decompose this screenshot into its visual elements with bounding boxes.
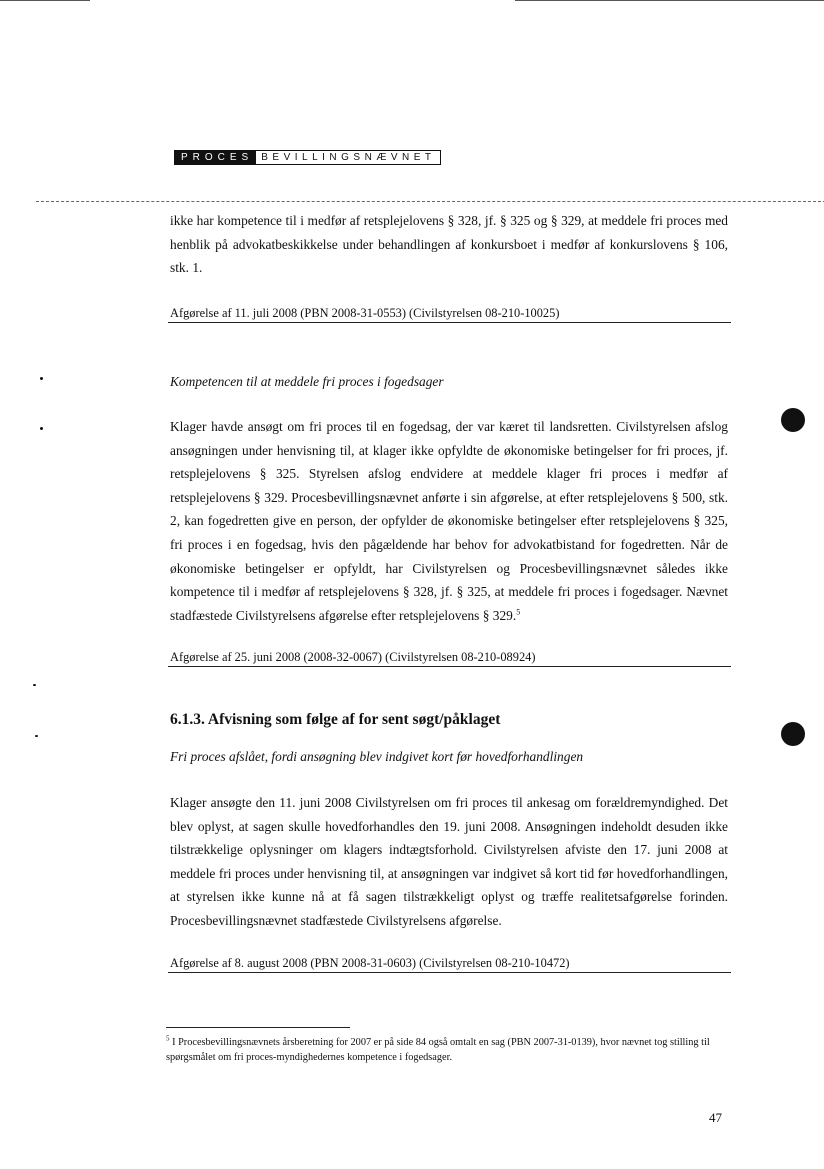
logo-light-part: BEVILLINGSNÆVNET bbox=[255, 150, 440, 165]
footnote bbox=[166, 1035, 731, 1065]
footnote-reference: 5 bbox=[516, 607, 521, 617]
source-rule-2 bbox=[168, 666, 731, 667]
scan-speck bbox=[33, 684, 36, 686]
punch-hole-mark bbox=[781, 722, 805, 746]
scan-speck bbox=[40, 377, 43, 380]
paragraph-2-text: Klager havde ansøgt om fri proces til en fogedsag, der var kæret til landsretten. Civilstyrelsen afslog ansøgningen under henvisning til, at klager ikke opfyldte de økonomiske betingelser for fri proces, jf. retsplejelovens § 325. Styrelsen afslog endvidere at meddele klager fri proces i medfør af retsplejelovens § 329. Procesbevillingsnævnet anførte i sin afgørelse, at efter retsplejelovens § 500, stk. 2, kan fogedretten give en person, der opfylder de økonomiske betingelser efter retsplejelovens § 325, fri proces i en fogedsag, hvis den pågældende har behov for advokatbistand for fogedretten. Når de økonomiske betingelser er opfyldt, har Civilstyrelsen og Procesbevillingsnævnet således ikke kompetence til i medfør af retsplejelovens § 328, jf. § 325, at meddele fri proces i fogedsager. Nævnet stadfæstede Civilstyrelsens afgørelse efter retsplejelovens § 329. bbox=[170, 419, 728, 623]
paragraph-2 bbox=[170, 415, 728, 627]
footnote-number: 5 bbox=[166, 1034, 170, 1043]
footnote-text: I Procesbevillingsnævnets årsberetning for 2007 er på side 84 også omtalt en sag (PBN 2007-31-0139), hvor nævnet tog stilling til spørgsmålet om fri proces-myndighedernes kompetence i fogedsager. bbox=[166, 1037, 710, 1063]
page-number: 47 bbox=[709, 1110, 722, 1125]
header-rule bbox=[36, 201, 824, 202]
decision-source-3: Afgørelse af 8. august 2008 (PBN 2008-31-0603) (Civilstyrelsen 08-210-10472) bbox=[170, 956, 570, 970]
decision-source-1: Afgørelse af 11. juli 2008 (PBN 2008-31-0553) (Civilstyrelsen 08-210-10025) bbox=[170, 306, 560, 320]
header-logo bbox=[174, 150, 441, 165]
logo-dark-part: PROCES bbox=[174, 150, 255, 165]
section-title: 6.1.3. Afvisning som følge af for sent søgt/påklaget bbox=[170, 711, 501, 728]
subheading-kompetence: Kompetencen til at meddele fri proces i fogedsager bbox=[170, 374, 444, 389]
paragraph-3: Klager ansøgte den 11. juni 2008 Civilstyrelsen om fri proces til ankesag om forældremyndighed. Det blev oplyst, at sagen skulle hovedforhandles den 19. juni 2008. Ansøgningen indeholdt desuden ikke tilstrækkelige oplysninger om klagers indtægtsforhold. Civilstyrelsen afviste den 17. juni 2008 at meddele fri proces under henvisning til, at ansøgningen var indgivet så kort tid før hovedforhandlingen, at styrelsen ikke kunne nå at få sagen tilstrækkeligt oplyst og træffe realitetsafgørelse forinden. Procesbevillingsnævnet stadfæstede Civilstyrelsens afgørelse. bbox=[170, 795, 728, 928]
scan-speck bbox=[35, 735, 38, 737]
subheading-afslaaet: Fri proces afslået, fordi ansøgning blev indgivet kort før hovedforhandlingen bbox=[170, 749, 584, 764]
scan-edge-line bbox=[515, 0, 824, 1]
scan-speck bbox=[40, 427, 43, 430]
paragraph-1: ikke har kompetence til i medfør af retsplejelovens § 328, jf. § 325 og § 329, at meddele fri proces med henblik på advokatbeskikkelse under behandlingen af konkursboet i medfør af konkurslovens § 106, stk. 1. bbox=[170, 213, 728, 276]
footnote-rule bbox=[166, 1027, 350, 1028]
scan-edge-line bbox=[0, 0, 90, 1]
punch-hole-mark bbox=[781, 408, 805, 432]
decision-source-2: Afgørelse af 25. juni 2008 (2008-32-0067) (Civilstyrelsen 08-210-08924) bbox=[170, 650, 536, 664]
source-rule-1 bbox=[168, 322, 731, 323]
source-rule-3 bbox=[168, 972, 731, 973]
